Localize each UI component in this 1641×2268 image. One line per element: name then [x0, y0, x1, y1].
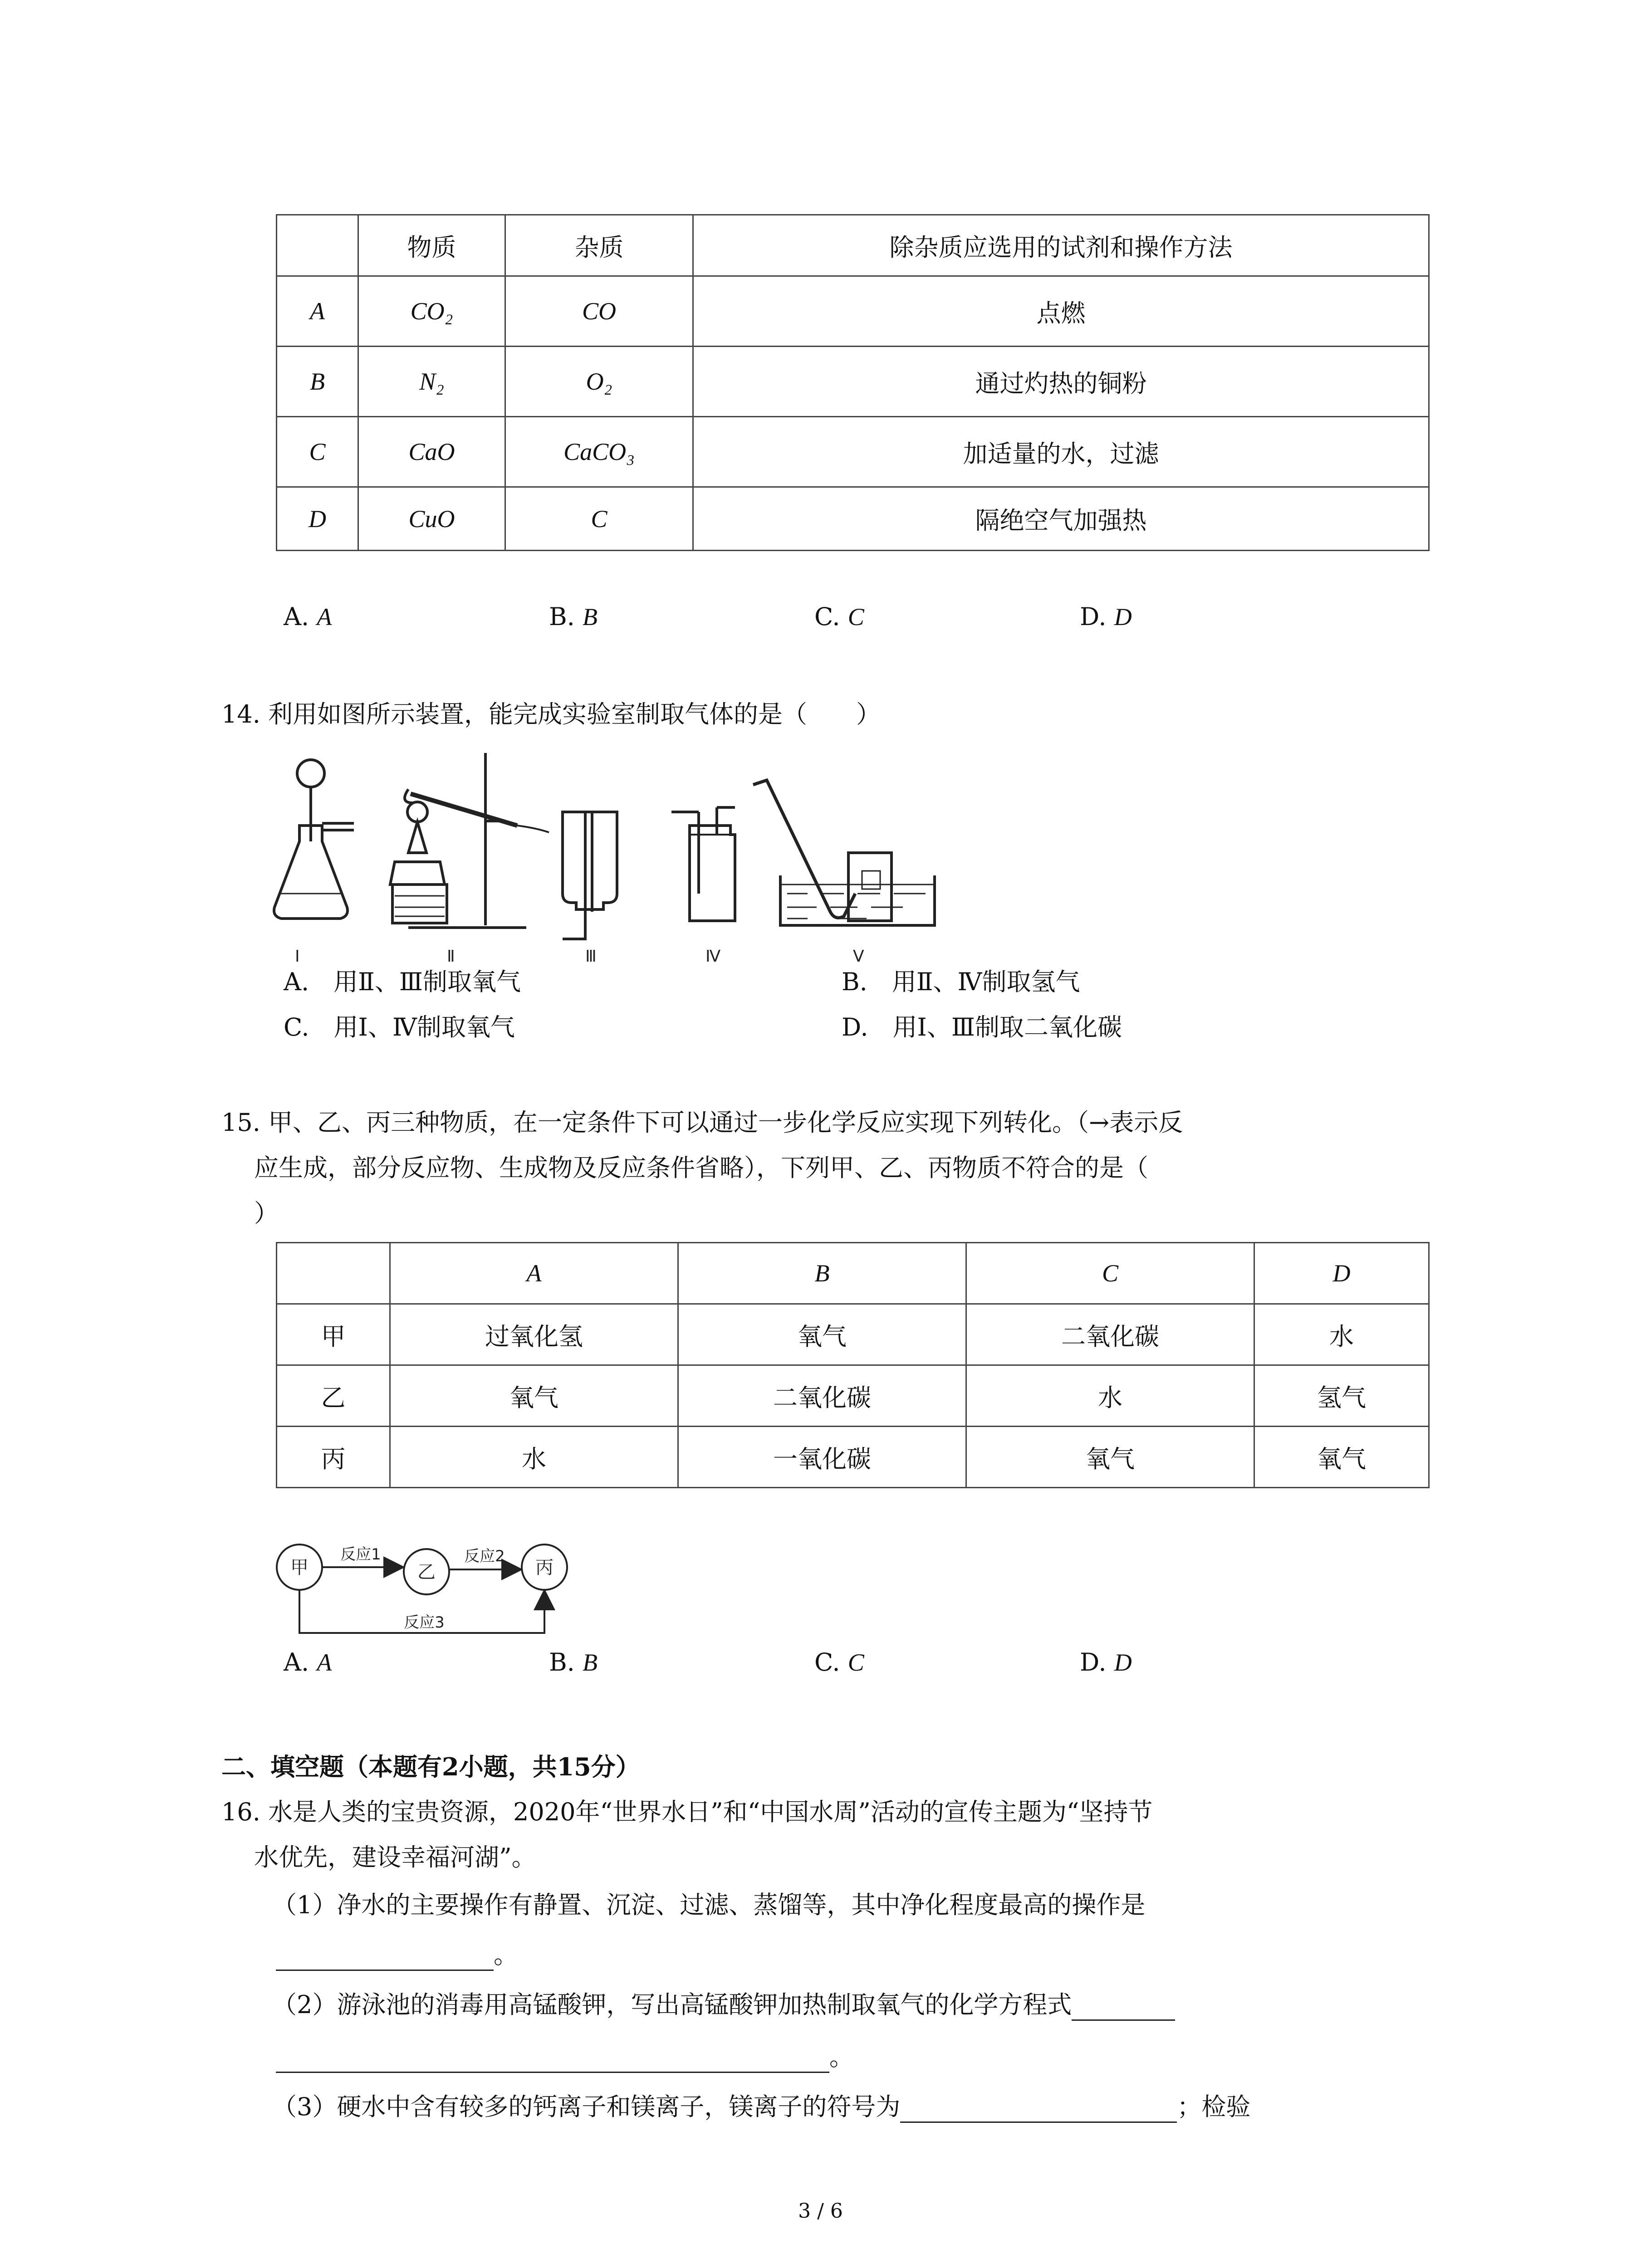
q15-option-a[interactable]: A. A	[284, 1648, 332, 1677]
q14-option-d[interactable]: D. 用Ⅰ、Ⅲ制取二氧化碳	[842, 1013, 1122, 1041]
table-cell: CaCO₃	[505, 417, 693, 487]
q13-option-a[interactable]: A. A	[284, 602, 332, 631]
table-cell: 除杂质应选用的试剂和操作方法	[693, 215, 1429, 276]
apparatus-1-icon	[274, 760, 354, 919]
q15-option-d[interactable]: D. D	[1080, 1648, 1132, 1677]
q15-stem-line3: ）	[254, 1199, 279, 1227]
edge-label: 反应1	[340, 1545, 381, 1564]
q16-part2-answer-line: 。	[276, 2041, 854, 2073]
question-text: 甲、乙、丙三种物质，在一定条件下可以通过一步化学反应实现下列转化。（→表示反	[268, 1108, 1183, 1137]
table-cell: A	[390, 1243, 678, 1304]
q16-part1-answer-line: 。	[276, 1939, 518, 1971]
q13-option-b[interactable]: B. B	[549, 602, 598, 631]
q15-option-c[interactable]: C. C	[814, 1648, 864, 1677]
q16-line2: 水优先，建设幸福河湖”。	[254, 1843, 536, 1872]
q14-option-c[interactable]: C. 用Ⅰ、Ⅳ制取氧气	[284, 1013, 515, 1041]
question-number: 15.	[221, 1108, 260, 1137]
table-cell: 二氧化碳	[678, 1365, 966, 1427]
q13-option-d[interactable]: D. D	[1080, 602, 1132, 631]
page-number: 3 / 6	[798, 2200, 843, 2223]
apparatus-label: Ⅰ	[295, 947, 300, 966]
table-cell: C	[505, 487, 693, 551]
table-row	[277, 1427, 1429, 1488]
q14-option-a[interactable]: A. 用Ⅱ、Ⅲ制取氧气	[284, 968, 521, 996]
table-header-row	[277, 215, 1429, 276]
table-cell: 物质	[358, 215, 505, 276]
edge-label: 反应2	[464, 1547, 505, 1565]
node-label: 甲	[290, 1557, 309, 1578]
table-cell: CuO	[358, 487, 505, 551]
apparatus-5-icon	[753, 780, 935, 925]
apparatus-figure	[272, 744, 953, 971]
apparatus-label: Ⅴ	[853, 947, 864, 966]
question-number: 16.	[221, 1798, 260, 1826]
answer-blank-1[interactable]	[276, 1942, 494, 1971]
table-cell: 一氧化碳	[678, 1427, 966, 1488]
table-cell: CO₂	[358, 276, 505, 347]
edge-label: 反应3	[404, 1613, 445, 1632]
table-cell: 氧气	[1254, 1427, 1429, 1488]
table-cell: 乙	[277, 1365, 390, 1427]
table-cell: 过氧化氢	[390, 1304, 678, 1365]
question-text: 水是人类的宝贵资源，2020年“世界水日”和“中国水周”活动的宣传主题为“坚持节	[268, 1798, 1153, 1826]
answer-blank-3[interactable]	[900, 2094, 1177, 2123]
table-cell: 隔绝空气加强热	[693, 487, 1429, 551]
question-text: 利用如图所示装置，能完成实验室制取气体的是（ ）	[268, 700, 881, 728]
table-cell: 氢气	[1254, 1365, 1429, 1427]
q13-table	[276, 214, 1430, 551]
table-cell: B	[678, 1243, 966, 1304]
q13-option-c[interactable]: C. C	[814, 602, 864, 631]
table-row	[277, 347, 1429, 417]
q15-stem-line2: 应生成，部分反应物、生成物及反应条件省略），下列甲、乙、丙物质不符合的是（	[254, 1154, 1148, 1182]
table-cell: 氧气	[678, 1304, 966, 1365]
node-label: 乙	[417, 1562, 436, 1583]
table-cell: N₂	[358, 347, 505, 417]
table-cell: 氧气	[390, 1365, 678, 1427]
table-cell: 氧气	[966, 1427, 1254, 1488]
q15-stem-line1	[221, 1107, 1183, 1139]
table-cell: C	[966, 1243, 1254, 1304]
q16-part1: （1）净水的主要操作有静置、沉淀、过滤、蒸馏等，其中净化程度最高的操作是	[272, 1891, 1146, 1919]
table-cell: 丙	[277, 1427, 390, 1488]
table-cell: B	[277, 347, 358, 417]
table-cell: C	[277, 417, 358, 487]
apparatus-label: Ⅲ	[585, 947, 597, 966]
table-cell: 水	[1254, 1304, 1429, 1365]
q16-line1	[221, 1796, 1153, 1828]
section-title: 二、填空题（本题有2小题，共15分）	[221, 1752, 640, 1781]
table-cell: CO	[505, 276, 693, 347]
q14-stem	[221, 699, 881, 730]
q15-option-b[interactable]: B. B	[549, 1648, 598, 1677]
q16-part2: （2）游泳池的消毒用高锰酸钾，写出高锰酸钾加热制取氧气的化学方程式	[272, 1989, 1175, 2021]
apparatus-label: Ⅱ	[447, 947, 455, 966]
table-cell: D	[277, 487, 358, 551]
table-cell: A	[277, 276, 358, 347]
table-cell: 点燃	[693, 276, 1429, 347]
table-row	[277, 417, 1429, 487]
table-cell: 加适量的水，过滤	[693, 417, 1429, 487]
table-header-row	[277, 1243, 1429, 1304]
table-row	[277, 487, 1429, 551]
apparatus-4-icon	[671, 807, 735, 921]
table-cell: CaO	[358, 417, 505, 487]
apparatus-3-icon	[563, 812, 617, 939]
answer-blank-2a[interactable]	[1072, 1992, 1175, 2021]
table-cell: 水	[966, 1365, 1254, 1427]
node-label: 丙	[535, 1557, 554, 1578]
apparatus-label: Ⅳ	[705, 947, 721, 966]
table-cell: 二氧化碳	[966, 1304, 1254, 1365]
table-cell: 通过灼热的铜粉	[693, 347, 1429, 417]
table-cell: 水	[390, 1427, 678, 1488]
apparatus-2-icon	[390, 753, 549, 928]
table-cell	[277, 1243, 390, 1304]
table-row	[277, 1365, 1429, 1427]
q16-part3: （3）硬水中含有较多的钙离子和镁离子，镁离子的符号为 ；检验	[272, 2091, 1250, 2123]
table-cell: 甲	[277, 1304, 390, 1365]
table-row	[277, 276, 1429, 347]
table-cell: D	[1254, 1243, 1429, 1304]
table-cell: 杂质	[505, 215, 693, 276]
conversion-diagram	[268, 1529, 622, 1651]
answer-blank-2b[interactable]	[276, 2044, 829, 2073]
question-number: 14.	[221, 700, 260, 728]
q14-option-b[interactable]: B. 用Ⅱ、Ⅳ制取氢气	[842, 968, 1080, 996]
table-cell	[277, 215, 358, 276]
table-row	[277, 1304, 1429, 1365]
q15-table	[276, 1242, 1430, 1488]
table-cell: O₂	[505, 347, 693, 417]
